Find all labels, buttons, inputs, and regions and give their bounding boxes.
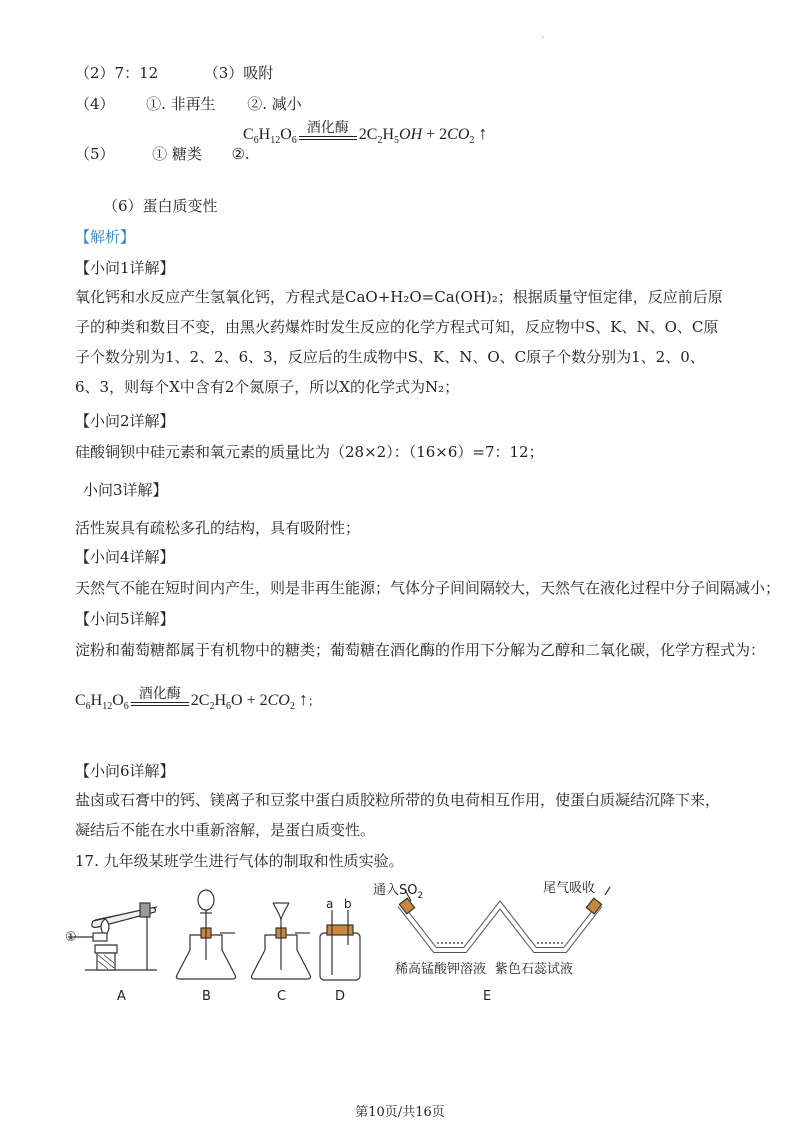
answer-q5-a: ① 糖类 <box>152 145 202 163</box>
s6-head: 【小问6详解】 <box>75 762 175 780</box>
s3-head: 小问3详解】 <box>83 481 168 499</box>
tube-a-label: a <box>326 897 334 911</box>
eq2-condition: 酒化酶 <box>138 686 181 702</box>
equation-2 <box>75 686 320 712</box>
answer-q2: （2）7：12 <box>75 64 159 82</box>
eq2-plus: + <box>246 691 256 709</box>
page-footer: 第10页/共16页 <box>355 1105 445 1120</box>
answer-q3: （3）吸附 <box>203 64 274 82</box>
corner-mark: . <box>541 30 545 41</box>
question-17: 17. 九年级某班学生进行气体的制取和性质实验。 <box>75 852 404 870</box>
s6-body: 盐卤或石膏中的钙、镁离子和豆浆中蛋白质胶粒所带的负电荷相互作用，使蛋白质凝结沉降下来，凝结后不能在水中重新溶解，是蛋白质变性。 <box>75 791 721 839</box>
answer-q5-b: ②. <box>231 145 250 163</box>
equation-1 <box>243 120 487 146</box>
apparatus-e <box>399 887 610 950</box>
answer-q5-num: （5） <box>75 145 115 163</box>
s4-body: 天然气不能在短时间内产生，则是非再生能源；气体分子间间隔较大，天然气在液化过程中分子间隔减小； <box>75 579 781 597</box>
label-d: D <box>335 989 346 1004</box>
answer-q4-num: （4） <box>75 95 115 113</box>
s5-body: 淀粉和葡萄糖都属于有机物中的糖类；葡萄糖在酒化酶的作用下分解为乙醇和二氧化碳，化学方程式为： <box>75 641 766 659</box>
s3-body: 活性炭具有疏松多孔的结构，具有吸附性； <box>75 519 361 537</box>
figure-marker: ① <box>65 930 77 945</box>
answer-q6: （6）蛋白质变性 <box>103 197 218 215</box>
apparatus-a <box>68 903 157 970</box>
label-e: E <box>483 989 492 1004</box>
label-c: C <box>277 989 287 1004</box>
eq2-tail: ； <box>307 693 320 708</box>
analysis-label: 【解析】 <box>75 228 136 246</box>
s2-body: 硅酸铜钡中硅元素和氧元素的质量比为（28×2）：（16×6）=7：12； <box>75 443 544 461</box>
eq1-arrow: ↑ <box>478 122 488 143</box>
eq1-condition: 酒化酶 <box>306 120 349 136</box>
e-inlet-label: 通入$SO_2$ <box>373 883 424 901</box>
tube-b-label: b <box>344 897 352 911</box>
eq1-reactant: $C_6H_{12}O_6$ <box>243 125 297 146</box>
answer-q2-q3 <box>75 62 273 84</box>
e-solution1-label: 稀高锰酸钾溶液 <box>395 962 487 977</box>
answer-q4-a: ①. 非再生 <box>146 95 216 113</box>
eq2-arrow: ↑ <box>298 688 308 709</box>
s1-head: 【小问1详解】 <box>75 259 175 277</box>
label-b: B <box>202 989 211 1004</box>
eq2-product2: $2CO_2$ <box>259 691 295 712</box>
e-solution2-label: 紫色石蕊试液 <box>495 962 574 977</box>
answer-q4 <box>75 93 302 115</box>
eq2-reactant: $C_6H_{12}O_6$ <box>75 691 129 712</box>
s4-head: 【小问4详解】 <box>75 548 175 566</box>
s2-head: 【小问2详解】 <box>75 412 175 430</box>
eq2-product1: $2C_2H_6O$ <box>190 691 243 712</box>
eq1-condition-arrow <box>299 120 357 146</box>
e-outlet-label: 尾气吸收 <box>543 881 596 896</box>
answer-q5 <box>75 143 250 165</box>
eq1-product2: $2CO_2$ <box>439 125 475 146</box>
eq2-condition-arrow <box>131 686 189 712</box>
apparatus-d <box>320 910 360 980</box>
s1-body: 氧化钙和水反应产生氢氧化钙，方程式是CaO+H₂O=Ca(OH)₂；根据质量守恒定律，反应前后原子的种类和数目不变，由黑火药爆炸时发生反应的化学方程式可知，反应物中S、K、N、O、C原子个数分别为1、2、2、6、3，反应后的生成物中S、K、N、O、C原子个数分别为1、2、0、6、3，则每个X中含有2个氮原子，所以X的化学式为N₂； <box>75 288 723 396</box>
apparatus-c <box>251 903 310 979</box>
label-a: A <box>117 989 126 1004</box>
s5-head: 【小问5详解】 <box>75 610 175 628</box>
eq1-product1: $2C_2H_5OH$ <box>358 125 423 146</box>
answer-q4-b: ②. 减小 <box>247 95 302 113</box>
apparatus-figure <box>65 875 625 1015</box>
eq1-plus: + <box>426 125 436 143</box>
apparatus-b <box>176 890 235 979</box>
